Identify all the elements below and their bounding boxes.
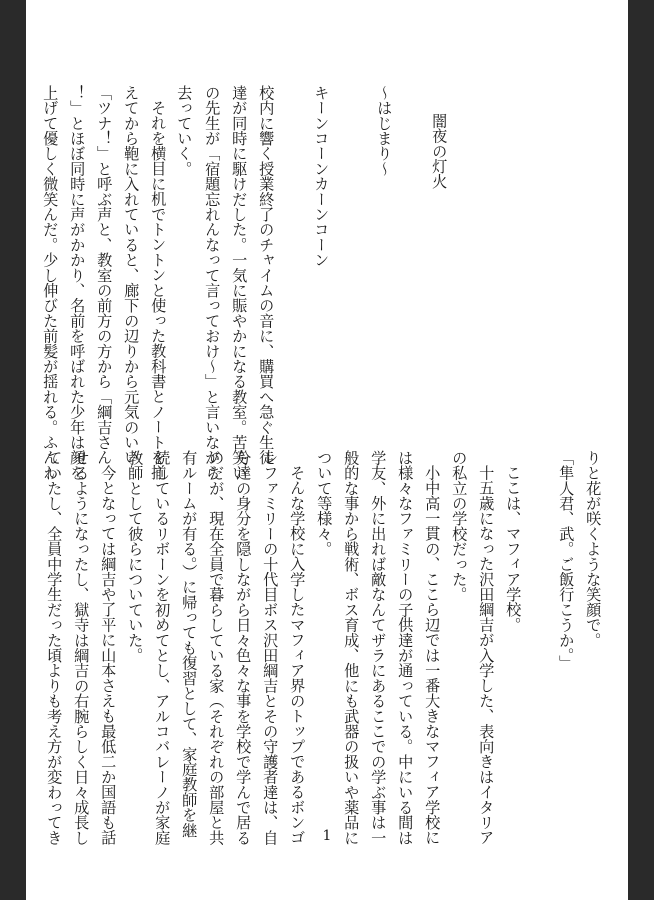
body-line: ！」とほぼ同時に声がかかり、名前を呼ばれた少年は顔を [68,85,87,481]
body-line: ついて等様々。 [315,450,334,557]
body-line: 学友、外に出れば敵なんてザラにあるここでの学ぶ事は一 [369,450,388,846]
page-number: 1 [322,828,332,844]
chapter-heading: ～はじまり～ [375,85,394,177]
body-line: えてから鞄に入れていると、廊下の辺りから元気のいい [122,85,141,465]
body-line: せるようになったし、獄寺は綱吉の右腕らしく日々成長し [72,450,91,846]
body-line: 「隼人君、武。ご飯行こうか。」 [557,450,576,671]
body-line: のだが、現在全員で暮らしている家（それぞれの部屋と共 [207,450,226,846]
body-line: それを横目に机でトントンと使った教科書とノートを揃 [149,100,168,480]
body-line: 今となっては綱吉や了平に山本さえも最低二か国語も話 [99,465,118,845]
body-line: の先生が「宿題忘れんなって言っておけ～」と言いながら [203,85,222,481]
body-line: レファミリーの十代目ボス沢田綱吉とその守護者達は、自 [261,450,280,846]
body-line: 去っていく。 [175,85,194,177]
body-line: 有ルームが有る。）に帰っても復習として、家庭教師を継 [180,450,199,838]
body-line: キーンコーンカーンコーン [312,85,331,268]
body-line: 般的な事から戦術、ボス育成、他にも武器の扱いや薬品に [342,450,361,846]
body-line: は様々なファミリーの子供達が通っている。中にいる間は [396,450,415,846]
body-line: ていたし、全員中学生だった頃よりも考え方が変わってき [45,450,64,846]
body-line: 「ツナ！」と呼ぶ声と、教室の前方の方から「綱吉さん [95,85,114,465]
body-line: 校内に響く授業終了のチャイムの音に、購買へ急ぐ生徒 [257,85,276,465]
body-line: 達が同時に駆けだした。一気に賑やかになる教室。苦笑い [230,85,249,481]
body-line: 十五歳になった沢田綱吉が入学した、表向きはイタリア [477,465,496,845]
story-title: 闇夜の灯火 [430,113,449,189]
body-line: 分達の身分を隠しながら日々色々な事を学校で学んで居る [234,450,253,846]
body-line: 上げて優しく微笑んだ。少し伸びた前髪が揺れる。ふんわ [41,85,60,481]
body-line: の私立の学校だった。 [450,450,469,602]
document-page [26,0,628,900]
body-line: 小中高一貫の、ここら辺では一番大きなマフィア学校に [423,465,442,845]
body-line: 教師として彼らについていた。 [126,450,145,663]
body-line: りと花が咲くような笑顔で。 [584,450,603,648]
body-line: 続しているリボーンを初めてとし、アルコバレーノが家庭 [153,450,172,846]
body-line: そんな学校に入学したマフィア界のトップであるボンゴ [288,465,307,845]
body-line: ここは、マフィア学校。 [504,465,523,633]
